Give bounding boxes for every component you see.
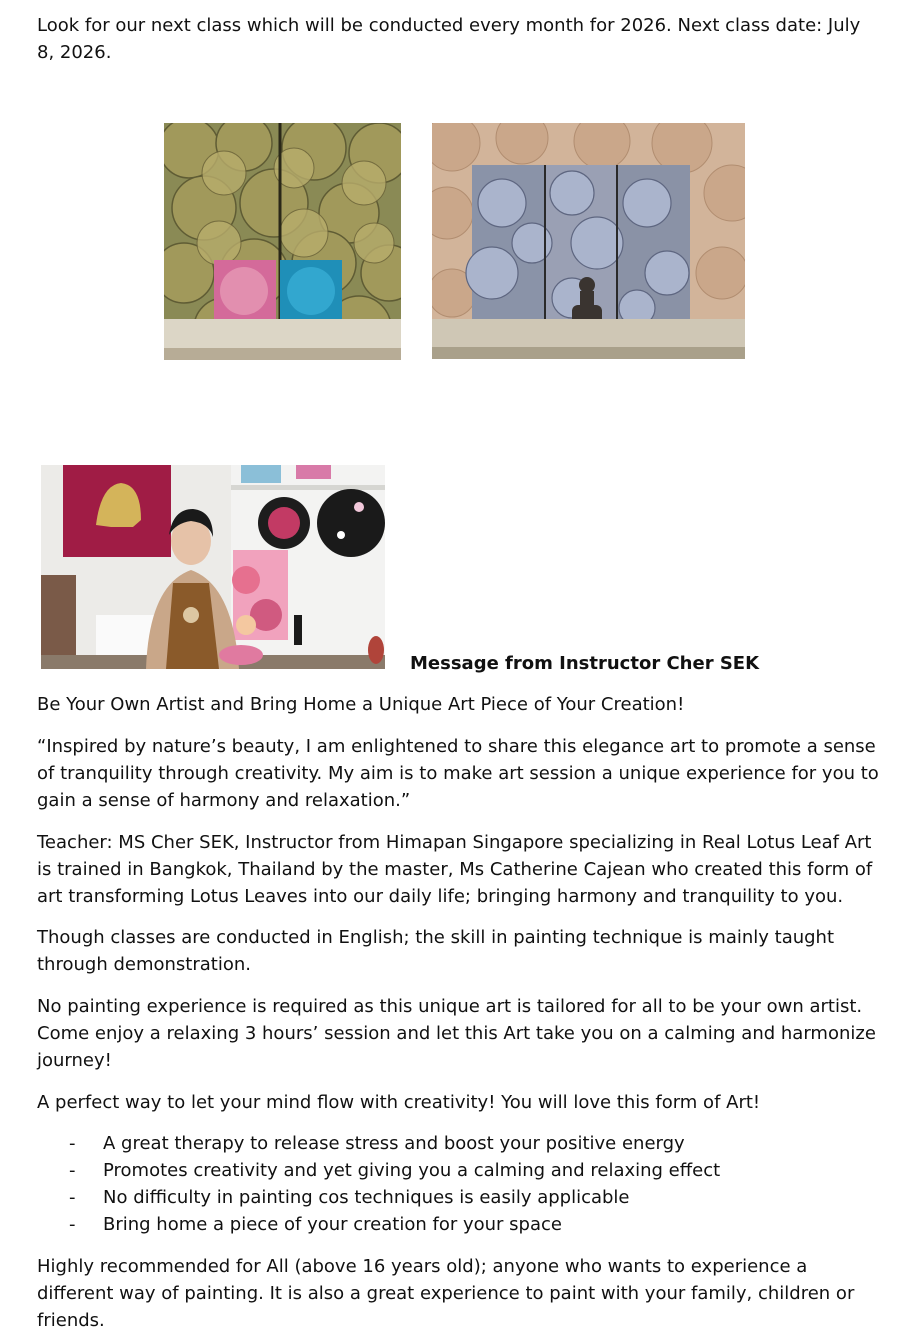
list-item-text: Bring home a piece of your creation for your space <box>103 1214 562 1235</box>
tagline-paragraph: Be Your Own Artist and Bring Home a Unique Art Piece of Your Creation! <box>37 694 685 715</box>
instructor-message-heading: Message from Instructor Cher SEK <box>410 653 760 674</box>
quote-paragraph: “Inspired by nature’s beauty, I am enlightened to share this elegance art to promote a sense of tranquility through creativity. My aim is to make art session a unique experience for you to gain a sense of harmony and relaxation.” <box>37 736 879 811</box>
teacher-paragraph: Teacher: MS Cher SEK, Instructor from Himapan Singapore specializing in Real Lotus Leaf Art is trained in Bangkok, Thailand by the master, Ms Catherine Cajean who created this form of art transforming Lotus Leaves into our daily life; bringing harmony and tranquility to you. <box>37 832 873 907</box>
list-item <box>37 1211 882 1238</box>
bullet-marker: - <box>69 1160 76 1181</box>
list-item-text: A great therapy to release stress and boost your positive energy <box>103 1133 685 1154</box>
list-item <box>37 1157 882 1184</box>
list-item <box>37 1184 882 1211</box>
list-item-text: No difficulty in painting cos techniques is easily applicable <box>103 1187 630 1208</box>
list-item <box>37 1130 882 1157</box>
bullet-marker: - <box>69 1187 76 1208</box>
list-item-text: Promotes creativity and yet giving you a calming and relaxing effect <box>103 1160 721 1181</box>
lotus-art-photo-blue <box>432 123 745 359</box>
bullet-marker: - <box>69 1133 76 1154</box>
experience-paragraph: No painting experience is required as this unique art is tailored for all to be your own artist. Come enjoy a relaxing 3 hours’ session and let this Art take you on a calming and harmonize journey! <box>37 996 876 1071</box>
intro-paragraph: Look for our next class which will be conducted every month for 2026. Next class date: July 8, 2026. <box>37 15 861 63</box>
lotus-art-photo-green <box>164 123 401 360</box>
instructor-photo <box>41 465 385 669</box>
recommendation-paragraph: Highly recommended for All (above 16 years old); anyone who wants to experience a different way of painting. It is also a great experience to paint with your family, children or friends. <box>37 1256 855 1331</box>
language-paragraph: Though classes are conducted in English; the skill in painting technique is mainly taught through demonstration. <box>37 927 835 975</box>
bullet-marker: - <box>69 1214 76 1235</box>
benefits-list <box>37 1130 882 1238</box>
perfect-way-paragraph: A perfect way to let your mind flow with creativity! You will love this form of Art! <box>37 1092 761 1113</box>
